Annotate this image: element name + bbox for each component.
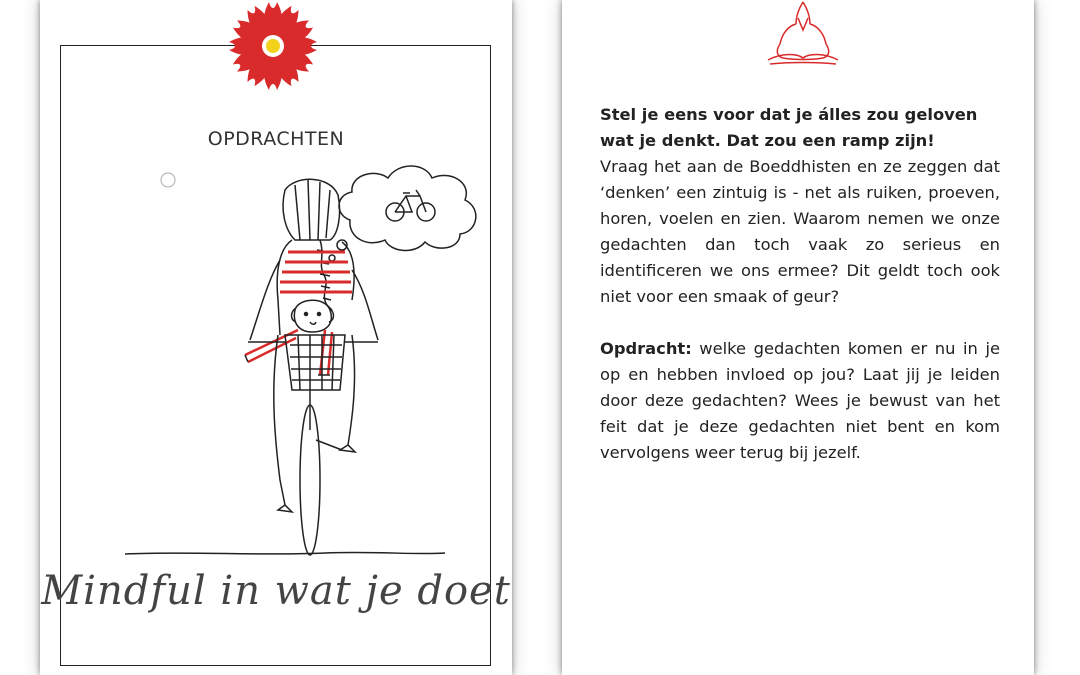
left-card	[40, 0, 512, 675]
right-card	[562, 0, 1034, 675]
card-tagline: Mindful in wat je doet	[41, 568, 511, 614]
intro-paragraph: Vraag het aan de Boeddhisten en ze zeggen dat ‘denken’ een zintuig is - net als ruiken, proeven, horen, voelen en zien. Waarom nemen we onze gedachten dan toch vaak zo serieus en identificeren we ons ermee? Dit geldt toch ook niet voor een smaak of geur?	[600, 157, 1000, 306]
assignment-label: Opdracht:	[600, 339, 692, 358]
intro-heading: Stel je eens voor dat je álles zou geloven wat je denkt. Dat zou een ramp zijn!	[600, 105, 978, 150]
card-title: OPDRACHTEN	[207, 128, 345, 150]
cyclist-illustration	[120, 160, 500, 560]
ground-line	[125, 548, 445, 560]
meditation-figure-icon	[758, 0, 848, 66]
assignment-text: welke gedachten komen er nu in je op en hebben invloed op jou? Laat jij je leiden door deze gedachten? Wees je bewust van het feit dat je deze gedachten niet bent en kom vervolgens weer terug bij jezelf.	[600, 339, 1000, 462]
bicycle-icon	[386, 190, 435, 221]
card-text	[600, 102, 1000, 466]
red-flower-icon	[218, 0, 328, 100]
assignment-paragraph	[600, 336, 1000, 466]
